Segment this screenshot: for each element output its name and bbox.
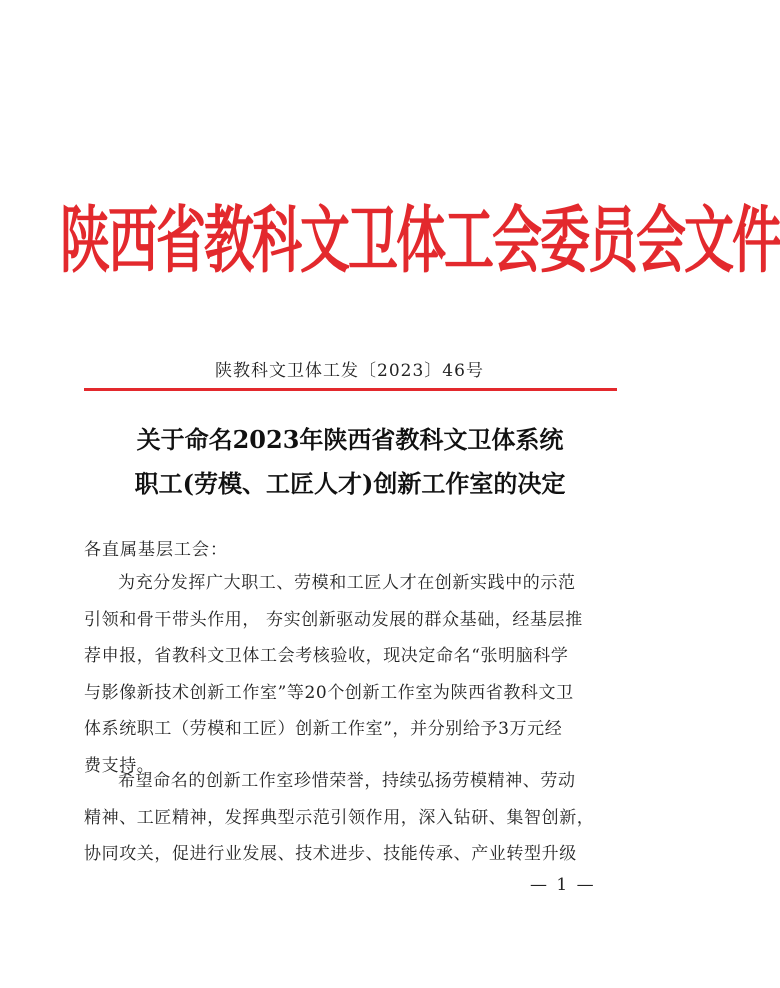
- paragraph-line: 费支持。: [84, 755, 155, 776]
- body-paragraph-2: [84, 763, 619, 873]
- paragraph-line: 引领和骨干带头作用， 夯实创新驱动发展的群众基础，经基层推: [84, 609, 583, 630]
- paragraph-line: 为充分发挥广大职工、劳模和工匠人才在创新实践中的示范: [118, 573, 576, 593]
- page-number: — 1 —: [530, 875, 596, 895]
- paragraph-line: 希望命名的创新工作室珍惜荣誉，持续弘扬劳模精神、劳动: [118, 771, 576, 791]
- paragraph-line: 体系统职工（劳模和工匠）创新工作室”，并分别给予3万元经: [84, 719, 563, 739]
- title-line-1: 关于命名2023年陕西省教科文卫体系统: [136, 425, 564, 454]
- paragraph-line: 协同攻关，促进行业发展、技术进步、技能传承、产业转型升级: [84, 844, 577, 864]
- salutation: 各直属基层工会：: [84, 540, 228, 560]
- document-title: [70, 418, 630, 506]
- document-number: 陕教科文卫体工发〔2023〕46号: [215, 361, 484, 381]
- body-paragraph-1: [84, 565, 619, 784]
- paragraph-line: 与影像新技术创新工作室”等20个创新工作室为陕西省教科文卫: [84, 682, 574, 703]
- paragraph-line: 荐申报，省教科文卫体工会考核验收，现决定命名“张明脑科学: [84, 646, 569, 666]
- title-line-2: 职工(劳模、工匠人才)创新工作室的决定: [134, 469, 566, 498]
- paragraph-line: 精神、工匠精神，发挥典型示范引领作用，深入钻研、集智创新，: [84, 807, 595, 828]
- document-masthead: 陕西省教科文卫体工会委员会文件: [60, 198, 780, 284]
- red-separator-line: [84, 388, 617, 391]
